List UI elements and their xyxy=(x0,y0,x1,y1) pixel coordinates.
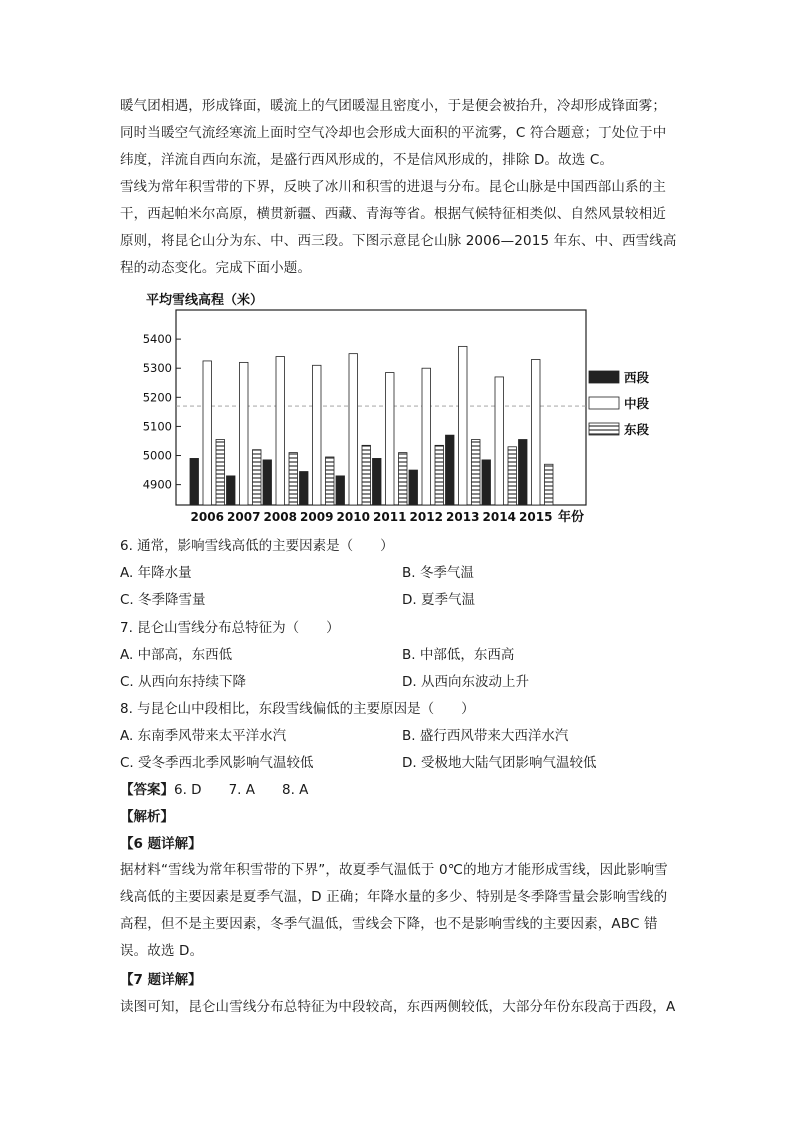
detail-6-line: 误。故选 D。 xyxy=(120,943,204,959)
q8-option-a[interactable]: A. 东南季风带来太平洋水汽 xyxy=(120,728,287,744)
y-tick-label: 5400 xyxy=(142,332,172,347)
detail-6-paragraph xyxy=(120,857,686,965)
legend xyxy=(589,370,650,437)
y-tick-label: 5200 xyxy=(142,390,172,405)
x-tick-label: 2011 xyxy=(373,510,407,524)
bar-west xyxy=(263,460,272,505)
chart-svg xyxy=(130,285,650,525)
answer-text: 6. D 7. A 8. A xyxy=(174,782,309,798)
bar-middle xyxy=(240,362,249,505)
y-tick-label: 5300 xyxy=(142,361,172,376)
answer-line xyxy=(120,780,308,800)
x-axis-label: 年份 xyxy=(558,510,585,525)
bar-middle xyxy=(495,377,504,505)
bar-west xyxy=(227,476,236,505)
legend-label: 中段 xyxy=(624,396,650,411)
q7-option-c[interactable]: C. 从西向东持续下降 xyxy=(120,674,247,690)
bar-west xyxy=(336,476,345,505)
bar-middle xyxy=(532,359,541,505)
material-line: 程的动态变化。完成下面小题。 xyxy=(120,260,312,276)
q8-option-c[interactable]: C. 受冬季西北季风影响气温较低 xyxy=(120,755,314,771)
intro-paragraph xyxy=(120,93,686,174)
bar-west xyxy=(373,458,382,505)
q6-option-a[interactable]: A. 年降水量 xyxy=(120,565,192,581)
bar-middle xyxy=(386,373,395,505)
detail-6-label: 【6 题详解】 xyxy=(120,836,202,852)
detail-6-line: 线高低的主要因素是夏季气温，D 正确；年降水量的多少、特别是冬季降雪量会影响雪线的 xyxy=(120,889,668,905)
detail-7-line: 读图可知，昆仑山雪线分布总特征为中段较高，东西两侧较低，大部分年份东段高于西段，A xyxy=(120,999,676,1015)
material-line: 雪线为常年积雪带的下界，反映了冰川和积雪的进退与分布。昆仑山脉是中国西部山系的主 xyxy=(120,179,666,195)
x-tick-label: 2007 xyxy=(227,510,261,524)
legend-label: 东段 xyxy=(624,422,650,437)
bar-west xyxy=(519,440,528,505)
snowline-chart xyxy=(130,285,650,525)
bar-east xyxy=(253,450,262,505)
y-tick-label: 4900 xyxy=(142,477,172,492)
intro-line: 同时当暖空气流经寒流上面时空气冷却也会形成大面积的平流雾，C 符合题意；丁处位于中 xyxy=(120,125,667,141)
q7-option-d[interactable]: D. 从西向东波动上升 xyxy=(402,674,529,690)
bar-east xyxy=(362,445,371,505)
q6-option-c[interactable]: C. 冬季降雪量 xyxy=(120,592,206,608)
question-6-stem: 6. 通常，影响雪线高低的主要因素是（ ） xyxy=(120,538,394,554)
answer-label: 【答案】 xyxy=(120,782,174,798)
intro-line: 纬度，洋流自西向东流，是盛行西风形成的，不是信风形成的，排除 D。故选 C。 xyxy=(120,152,614,168)
bar-middle xyxy=(276,357,285,505)
q7-option-b[interactable]: B. 中部低，东西高 xyxy=(402,647,515,663)
bar-east xyxy=(545,464,554,505)
x-tick-label: 2006 xyxy=(190,510,224,524)
bar-east xyxy=(216,440,225,505)
legend-swatch xyxy=(589,371,619,383)
x-tick-label: 2014 xyxy=(482,510,516,524)
q8-option-b[interactable]: B. 盛行西风带来大西洋水汽 xyxy=(402,728,569,744)
x-tick-label: 2008 xyxy=(263,510,297,524)
bar-east xyxy=(508,447,517,505)
detail-6-line: 据材料“雪线为常年积雪带的下界”，故夏季气温低于 0℃的地方才能形成雪线，因此影响雪 xyxy=(120,862,668,878)
legend-label: 西段 xyxy=(624,370,650,385)
q6-option-b[interactable]: B. 冬季气温 xyxy=(402,565,474,581)
bar-east xyxy=(472,440,481,505)
material-line: 原则，将昆仑山分为东、中、西三段。下图示意昆仑山脉 2006—2015 年东、中、西雪线高 xyxy=(120,233,677,249)
q7-option-a[interactable]: A. 中部高，东西低 xyxy=(120,647,233,663)
bar-west xyxy=(446,435,455,505)
legend-swatch xyxy=(589,397,619,409)
legend-swatch xyxy=(589,423,619,435)
y-tick-label: 5000 xyxy=(142,448,172,463)
q6-option-d[interactable]: D. 夏季气温 xyxy=(402,592,475,608)
bar-east xyxy=(435,445,444,505)
detail-7-label: 【7 题详解】 xyxy=(120,972,202,988)
intro-line: 暖气团相遇，形成锋面，暖流上的气团暖湿且密度小，于是便会被抬升，冷却形成锋面雾； xyxy=(120,98,666,114)
detail-7-paragraph xyxy=(120,994,686,1021)
x-tick-label: 2015 xyxy=(519,510,553,524)
x-tick-label: 2013 xyxy=(446,510,480,524)
bar-middle xyxy=(313,365,322,505)
bar-middle xyxy=(459,346,468,505)
analysis-label: 【解析】 xyxy=(120,809,174,825)
bar-middle xyxy=(203,361,212,505)
bars xyxy=(190,346,553,505)
bar-middle xyxy=(349,354,358,505)
bar-west xyxy=(482,460,491,505)
question-7-stem: 7. 昆仑山雪线分布总特征为（ ） xyxy=(120,620,340,636)
y-tick-label: 5100 xyxy=(142,419,172,434)
bar-middle xyxy=(422,368,431,505)
x-axis xyxy=(191,510,553,524)
x-tick-label: 2010 xyxy=(336,510,370,524)
bar-east xyxy=(326,457,335,505)
bar-east xyxy=(289,453,298,505)
question-8-stem: 8. 与昆仑山中段相比，东段雪线偏低的主要原因是（ ） xyxy=(120,701,475,717)
bar-west xyxy=(409,470,418,505)
bar-east xyxy=(399,453,408,505)
x-tick-label: 2009 xyxy=(300,510,334,524)
bar-west xyxy=(190,458,199,505)
chart-title: 平均雪线高程（米） xyxy=(146,293,264,308)
material-line: 干，西起帕米尔高原，横贯新疆、西藏、青海等省。根据气候特征相类似、自然风景较相近 xyxy=(120,206,666,222)
x-tick-label: 2012 xyxy=(409,510,443,524)
q8-option-d[interactable]: D. 受极地大陆气团影响气温较低 xyxy=(402,755,597,771)
material-paragraph xyxy=(120,174,686,282)
bar-west xyxy=(300,472,309,505)
detail-6-line: 高程，但不是主要因素，冬季气温低，雪线会下降，也不是影响雪线的主要因素，ABC 错 xyxy=(120,916,658,932)
